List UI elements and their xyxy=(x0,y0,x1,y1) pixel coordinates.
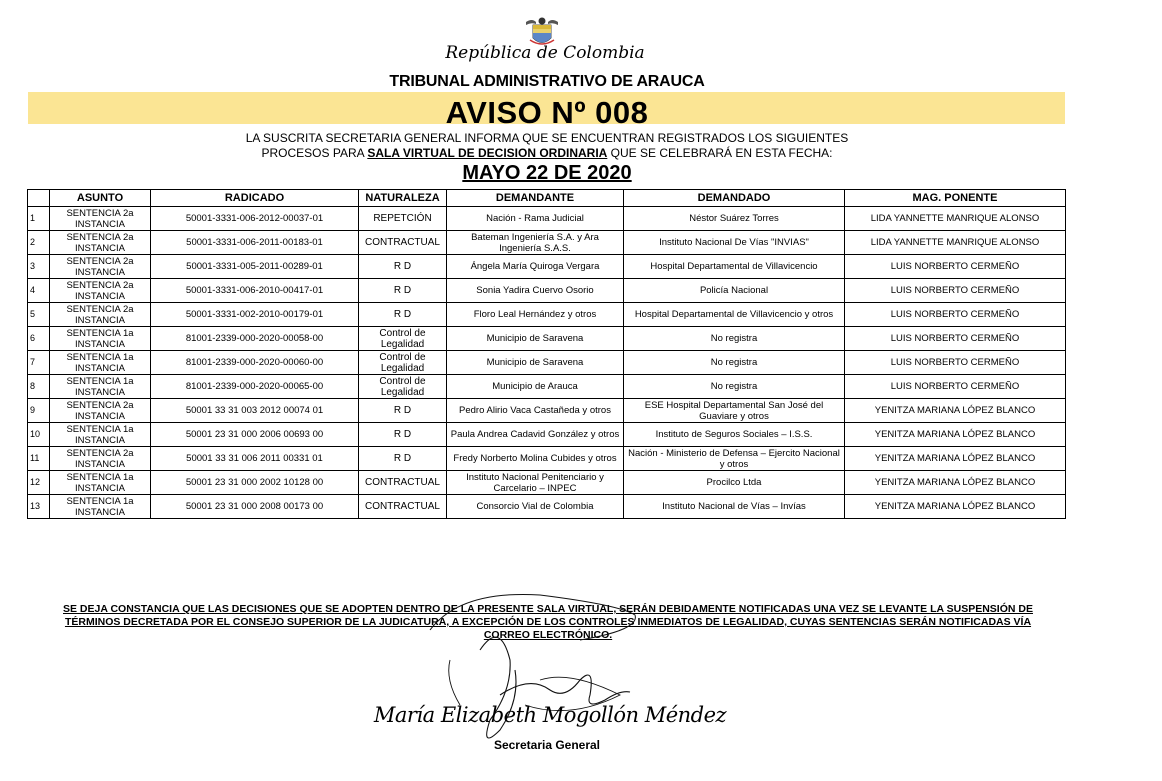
cell-demandante: Municipio de Saravena xyxy=(447,327,624,351)
col-naturaleza-header: NATURALEZA xyxy=(359,190,447,207)
cell-demandado: Nación - Ministerio de Defensa – Ejercito Nacional y otros xyxy=(624,447,845,471)
table-row xyxy=(28,399,1066,423)
cell-demandante: Municipio de Saravena xyxy=(447,351,624,375)
cell-radicado: 50001-3331-006-2012-00037-01 xyxy=(151,207,359,231)
table-row xyxy=(28,231,1066,255)
cell-demandado: Hospital Departamental de Villavicencio y otros xyxy=(624,303,845,327)
cell-demandante: Municipio de Arauca xyxy=(447,375,624,399)
table-header-row xyxy=(28,190,1066,207)
intro-line-2-a: PROCESOS PARA xyxy=(261,146,368,160)
intro-line-1: LA SUSCRITA SECRETARIA GENERAL INFORMA QUE SE ENCUENTRAN REGISTRADOS LOS SIGUIENTES xyxy=(245,131,849,145)
cell-number: 7 xyxy=(28,351,50,375)
cell-demandado: Instituto Nacional de Vías – Invías xyxy=(624,495,845,519)
cell-number: 4 xyxy=(28,279,50,303)
cell-naturaleza: REPETCIÓN xyxy=(359,207,447,231)
cell-number: 1 xyxy=(28,207,50,231)
cell-number: 10 xyxy=(28,423,50,447)
table-row xyxy=(28,279,1066,303)
cell-demandante: Bateman Ingeniería S.A. y Ara Ingeniería S.A.S. xyxy=(447,231,624,255)
cell-ponente: LIDA YANNETTE MANRIQUE ALONSO xyxy=(845,231,1066,255)
cell-demandado: Procilco Ltda xyxy=(624,471,845,495)
cell-ponente: YENITZA MARIANA LÓPEZ BLANCO xyxy=(845,471,1066,495)
cell-naturaleza: R D xyxy=(359,303,447,327)
table-row xyxy=(28,351,1066,375)
cell-radicado: 81001-2339-000-2020-00058-00 xyxy=(151,327,359,351)
signer-role: Secretaria General xyxy=(493,738,601,752)
cell-ponente: LUIS NORBERTO CERMEÑO xyxy=(845,279,1066,303)
cell-naturaleza: R D xyxy=(359,447,447,471)
cell-asunto: SENTENCIA 1a INSTANCIA xyxy=(50,495,151,519)
cell-naturaleza: CONTRACTUAL xyxy=(359,471,447,495)
col-number-header xyxy=(28,190,50,207)
cell-naturaleza: Control de Legalidad xyxy=(359,327,447,351)
intro-line-2-c: QUE SE CELEBRARÁ EN ESTA FECHA: xyxy=(607,146,833,160)
intro-line-2 xyxy=(0,146,1094,161)
cell-naturaleza: R D xyxy=(359,423,447,447)
cell-radicado: 50001 33 31 006 2011 00331 01 xyxy=(151,447,359,471)
table-row xyxy=(28,375,1066,399)
cell-demandado: Instituto Nacional De Vías "INVIAS" xyxy=(624,231,845,255)
cell-demandante: Fredy Norberto Molina Cubides y otros xyxy=(447,447,624,471)
cell-radicado: 50001-3331-005-2011-00289-01 xyxy=(151,255,359,279)
col-ponente-header: MAG. PONENTE xyxy=(845,190,1066,207)
cell-ponente: LUIS NORBERTO CERMEÑO xyxy=(845,255,1066,279)
cell-ponente: LUIS NORBERTO CERMEÑO xyxy=(845,351,1066,375)
cell-ponente: YENITZA MARIANA LÓPEZ BLANCO xyxy=(845,423,1066,447)
table-row xyxy=(28,471,1066,495)
cell-radicado: 50001 23 31 000 2008 00173 00 xyxy=(151,495,359,519)
cell-asunto: SENTENCIA 1a INSTANCIA xyxy=(50,471,151,495)
table-row xyxy=(28,207,1066,231)
cell-asunto: SENTENCIA 2a INSTANCIA xyxy=(50,303,151,327)
session-date: MAYO 22 DE 2020 xyxy=(462,162,632,184)
table-row xyxy=(28,495,1066,519)
col-radicado-header: RADICADO xyxy=(151,190,359,207)
cell-ponente: LIDA YANNETTE MANRIQUE ALONSO xyxy=(845,207,1066,231)
cell-naturaleza: Control de Legalidad xyxy=(359,351,447,375)
cell-naturaleza: R D xyxy=(359,399,447,423)
cell-ponente: YENITZA MARIANA LÓPEZ BLANCO xyxy=(845,495,1066,519)
cell-ponente: LUIS NORBERTO CERMEÑO xyxy=(845,327,1066,351)
cell-demandante: Pedro Alirio Vaca Castañeda y otros xyxy=(447,399,624,423)
cell-ponente: YENITZA MARIANA LÓPEZ BLANCO xyxy=(845,447,1066,471)
cell-demandado: Policía Nacional xyxy=(624,279,845,303)
cell-radicado: 81001-2339-000-2020-00065-00 xyxy=(151,375,359,399)
cell-number: 13 xyxy=(28,495,50,519)
cell-radicado: 50001-3331-006-2011-00183-01 xyxy=(151,231,359,255)
cell-asunto: SENTENCIA 1a INSTANCIA xyxy=(50,351,151,375)
cell-naturaleza: R D xyxy=(359,255,447,279)
cell-number: 3 xyxy=(28,255,50,279)
cell-ponente: LUIS NORBERTO CERMEÑO xyxy=(845,303,1066,327)
cell-demandante: Paula Andrea Cadavid González y otros xyxy=(447,423,624,447)
col-asunto-header: ASUNTO xyxy=(50,190,151,207)
cell-ponente: LUIS NORBERTO CERMEÑO xyxy=(845,375,1066,399)
table-row xyxy=(28,303,1066,327)
intro-text xyxy=(0,131,1094,161)
signer-name: María Elizabeth Mogollón Méndez xyxy=(373,703,727,727)
cell-demandante: Ángela María Quiroga Vergara xyxy=(447,255,624,279)
cell-demandante: Sonia Yadira Cuervo Osorio xyxy=(447,279,624,303)
cell-number: 8 xyxy=(28,375,50,399)
cell-demandado: Hospital Departamental de Villavicencio xyxy=(624,255,845,279)
cell-demandante: Consorcio Vial de Colombia xyxy=(447,495,624,519)
cell-radicado: 50001-3331-006-2010-00417-01 xyxy=(151,279,359,303)
cell-number: 2 xyxy=(28,231,50,255)
cell-number: 6 xyxy=(28,327,50,351)
cell-radicado: 50001-3331-002-2010-00179-01 xyxy=(151,303,359,327)
republic-title: República de Colombia xyxy=(445,43,645,63)
cases-table xyxy=(27,189,1066,519)
cell-demandado: No registra xyxy=(624,375,845,399)
cell-asunto: SENTENCIA 2a INSTANCIA xyxy=(50,231,151,255)
cell-demandado: No registra xyxy=(624,327,845,351)
cell-demandante: Nación - Rama Judicial xyxy=(447,207,624,231)
table-row xyxy=(28,423,1066,447)
cell-radicado: 81001-2339-000-2020-00060-00 xyxy=(151,351,359,375)
cell-asunto: SENTENCIA 1a INSTANCIA xyxy=(50,423,151,447)
cell-number: 5 xyxy=(28,303,50,327)
cell-demandante: Floro Leal Hernández y otros xyxy=(447,303,624,327)
notice-text: SE DEJA CONSTANCIA QUE LAS DECISIONES QUE SE ADOPTEN DENTRO DE LA PRESENTE SALA VIRTUAL, SERÁN DEBIDAMENTE NOTIFICADAS UNA VEZ SE LEVANTE LA SUSPENSIÓN DE TÉRMINOS DECRETADA POR EL CONSEJO SUPERIOR DE LA JUDICATURA, A EXCEPCIÓN DE LOS CONTROLES INMEDIATOS DE LEGALIDAD, CUYAS SENTENCIAS SERÁN NOTIFICADAS VÍA CORREO ELECTRÓNICO. xyxy=(63,603,1033,641)
cell-number: 11 xyxy=(28,447,50,471)
cell-asunto: SENTENCIA 1a INSTANCIA xyxy=(50,375,151,399)
sala-virtual-label: SALA VIRTUAL DE DECISION ORDINARIA xyxy=(367,146,608,160)
cell-asunto: SENTENCIA 2a INSTANCIA xyxy=(50,279,151,303)
tribunal-title: TRIBUNAL ADMINISTRATIVO DE ARAUCA xyxy=(389,73,705,90)
cell-demandado: Néstor Suárez Torres xyxy=(624,207,845,231)
cell-radicado: 50001 23 31 000 2006 00693 00 xyxy=(151,423,359,447)
col-demandante-header: DEMANDANTE xyxy=(447,190,624,207)
table-row xyxy=(28,255,1066,279)
cell-asunto: SENTENCIA 2a INSTANCIA xyxy=(50,399,151,423)
table-row xyxy=(28,447,1066,471)
cell-number: 12 xyxy=(28,471,50,495)
cell-asunto: SENTENCIA 2a INSTANCIA xyxy=(50,447,151,471)
cell-naturaleza: CONTRACTUAL xyxy=(359,495,447,519)
cell-demandado: Instituto de Seguros Sociales – I.S.S. xyxy=(624,423,845,447)
cell-demandante: Instituto Nacional Penitenciario y Carcelario – INPEC xyxy=(447,471,624,495)
cell-radicado: 50001 23 31 000 2002 10128 00 xyxy=(151,471,359,495)
cell-demandado: No registra xyxy=(624,351,845,375)
cell-asunto: SENTENCIA 2a INSTANCIA xyxy=(50,255,151,279)
col-demandado-header: DEMANDADO xyxy=(624,190,845,207)
cell-naturaleza: Control de Legalidad xyxy=(359,375,447,399)
aviso-title: AVISO Nº 008 xyxy=(445,95,649,130)
cell-naturaleza: CONTRACTUAL xyxy=(359,231,447,255)
table-row xyxy=(28,327,1066,351)
cell-ponente: YENITZA MARIANA LÓPEZ BLANCO xyxy=(845,399,1066,423)
cell-naturaleza: R D xyxy=(359,279,447,303)
cell-number: 9 xyxy=(28,399,50,423)
cell-asunto: SENTENCIA 1a INSTANCIA xyxy=(50,327,151,351)
cell-demandado: ESE Hospital Departamental San José del Guaviare y otros xyxy=(624,399,845,423)
cell-asunto: SENTENCIA 2a INSTANCIA xyxy=(50,207,151,231)
cell-radicado: 50001 33 31 003 2012 00074 01 xyxy=(151,399,359,423)
